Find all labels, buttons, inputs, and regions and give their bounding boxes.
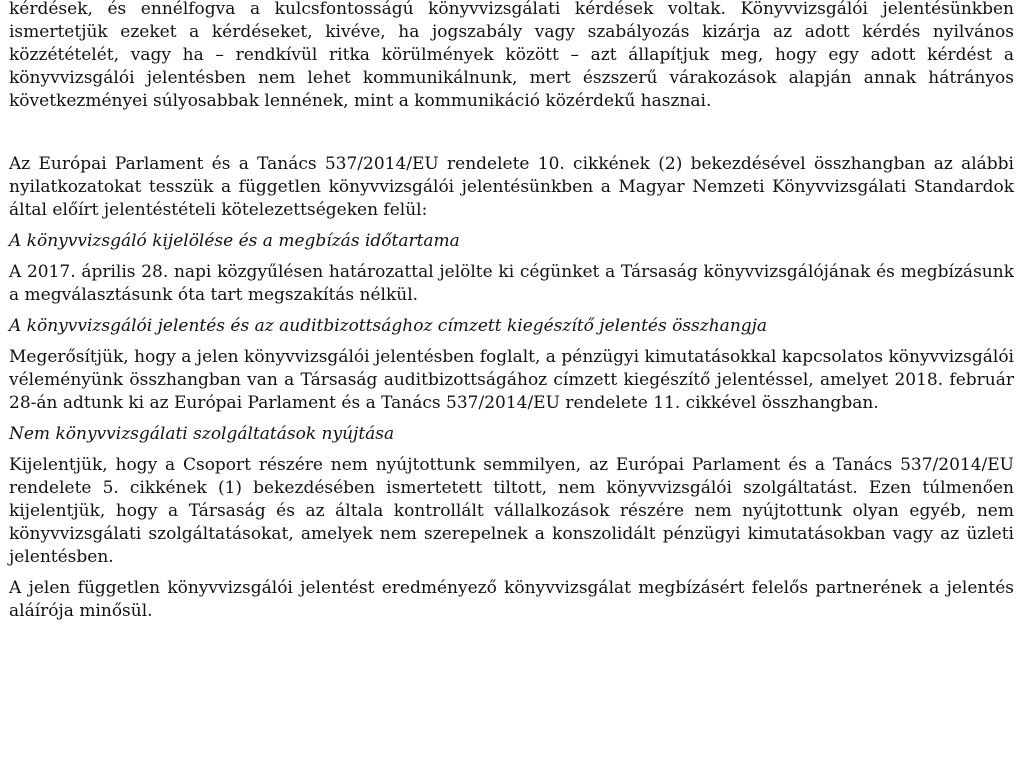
heading-report-consistency: A könyvvizsgálói jelentés és az auditbizottsághoz címzett kiegészítő jelentés összhangja (9, 316, 768, 336)
paragraph-report-consistency: Megerősítjük, hogy a jelen könyvvizsgálói jelentésben foglalt, a pénzügyi kimutatásokkal kapcsolatos könyvvizsgálói véleményünk összhangban van a Társaság auditbizottságához címzett kiegészítő jelentéssel, amelyet 2018. február 28-án adtunk ki az Európai Parlament és a Tanács 537/2014/EU rendelete 11. cikkével összhangban. (9, 347, 1014, 413)
paragraph-eu-regulation-statement: Az Európai Parlament és a Tanács 537/2014/EU rendelete 10. cikkének (2) bekezdésével összhangban az alábbi nyilatkozatokat tesszük a független könyvvizsgálói jelentésünkben a Magyar Nemzeti Könyvvizsgálati Standardok által előírt jelentéstételi kötelezettségeken felül: (9, 154, 1014, 220)
heading-auditor-appointment: A könyvvizsgáló kijelölése és a megbízás időtartama (9, 231, 460, 251)
heading-non-audit-services: Nem könyvvizsgálati szolgáltatások nyújtása (9, 424, 395, 444)
paragraph-auditor-appointment: A 2017. április 28. napi közgyűlésen határozattal jelölte ki cégünket a Társaság könyvvizsgálójának és megbízásunk a megválasztásunk óta tart megszakítás nélkül. (9, 262, 1014, 305)
paragraph-engagement-partner: A jelen független könyvvizsgálói jelentést eredményező könyvvizsgálat megbízásért felelős partnerének a jelentés aláírója minősül. (9, 578, 1014, 621)
paragraph-key-audit-matters: kérdések, és ennélfogva a kulcsfontosságú könyvvizsgálati kérdések voltak. Könyvvizsgálói jelentésünkben ismertetjük ezeket a kérdéseket, kivéve, ha jogszabály vagy szabályozás kizárja az adott kérdés nyilvános közzétételét, vagy ha – rendkívül ritka körülmények között – azt állapítjuk meg, hogy egy adott kérdést a könyvvizsgálói jelentésben nem lehet kommunikálnunk, mert észszerű várakozások alapján annak hátrányos következményei súlyosabbak lennének, mint a kommunikáció közérdekű hasznai. (9, 0, 1014, 111)
paragraph-non-audit-services: Kijelentjük, hogy a Csoport részére nem nyújtottunk semmilyen, az Európai Parlament és a Tanács 537/2014/EU rendelete 5. cikkének (1) bekezdésében ismertetett tiltott, nem könyvvizsgálói szolgáltatást. Ezen túlmenően kijelentjük, hogy a Társaság és az általa kontrollált vállalkozások részére nem nyújtottunk olyan egyéb, nem könyvvizsgálati szolgáltatásokat, amelyek nem szerepelnek a konszolidált pénzügyi kimutatásokban vagy az üzleti jelentésben. (9, 455, 1014, 567)
